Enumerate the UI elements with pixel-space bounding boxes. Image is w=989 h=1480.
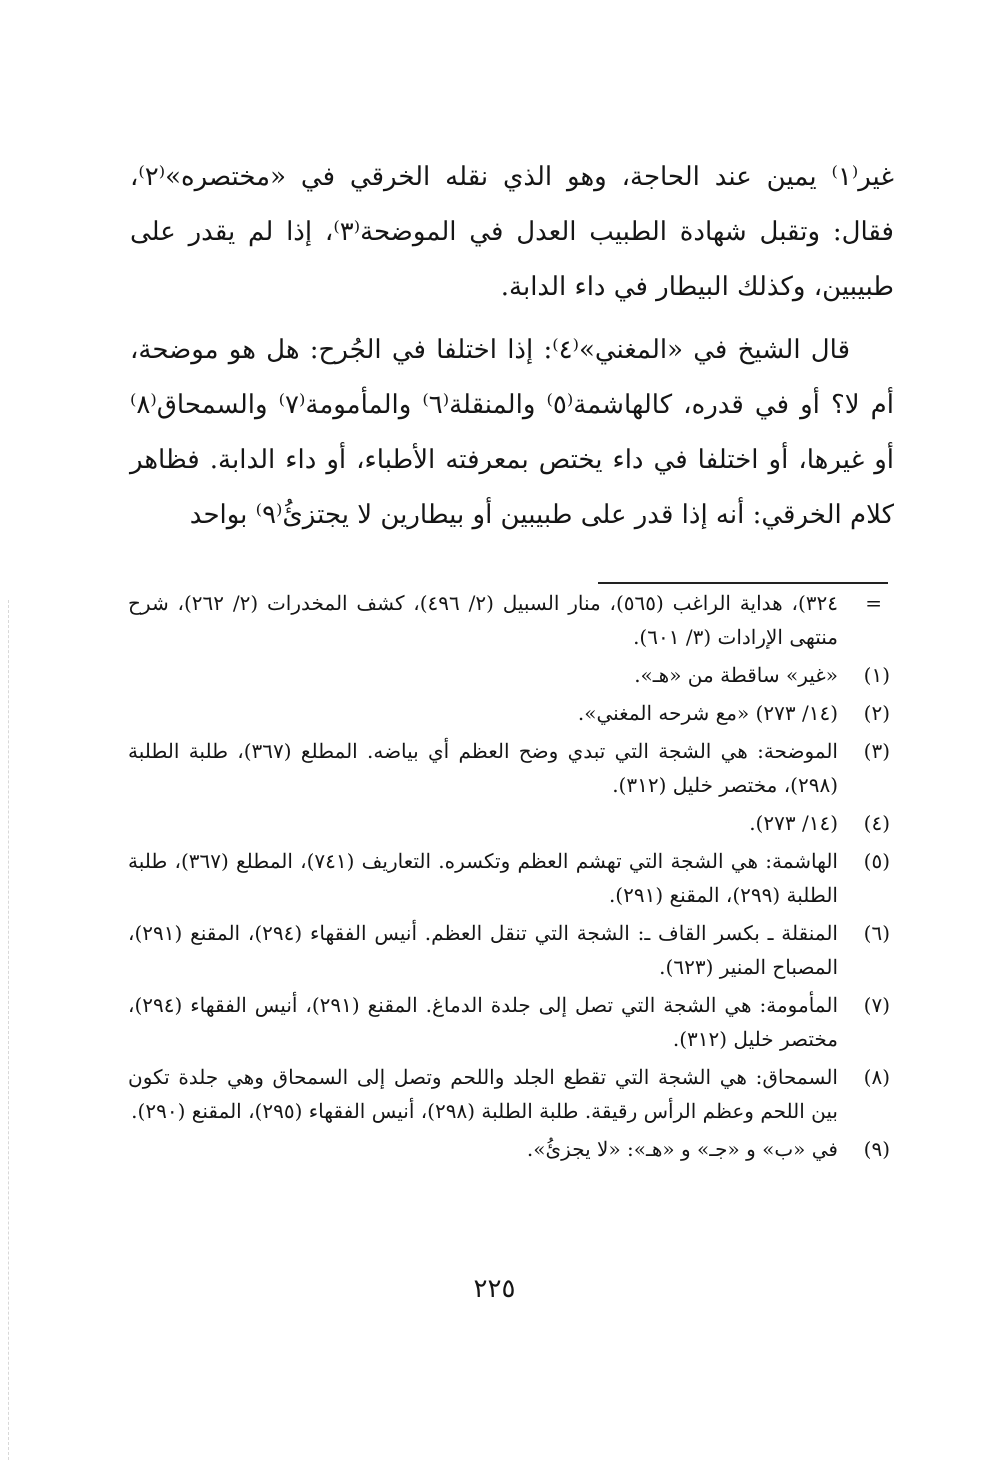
footnote-text: الهاشمة: هي الشجة التي تهشم العظم وتكسره. التعاريف (٧٤١)، المطلع (٣٦٧)، طلبة الطلبة (٢٩٩)، المقنع (٢٩١). <box>128 849 838 907</box>
footnote-3 <box>128 734 890 802</box>
footnote-number: (٤) <box>863 811 890 835</box>
footnote-number: (١) <box>863 663 890 687</box>
main-text <box>130 150 894 543</box>
footnote-7 <box>128 988 890 1056</box>
footnote-number: (٨) <box>863 1065 890 1089</box>
footnote-text: ٣٢٤)، هداية الراغب (٥٦٥)، منار السبيل (٢/ ٤٩٦)، كشف المخدرات (٢/ ٢٦٢)، شرح منتهى الإرادات (٣/ ٦٠١). <box>128 591 838 649</box>
main-paragraph-1: غير⁽١⁾ يمين عند الحاجة، وهو الذي نقله الخرقي في «مختصره»⁽٢⁾، فقال: وتقبل شهادة الطبيب العدل في الموضحة⁽٣⁾، إذا لم يقدر على طبيبين، وكذلك البيطار في داء الدابة. <box>130 162 894 302</box>
page-number: ٢٢٥ <box>473 1274 516 1304</box>
footnote-text: السمحاق: هي الشجة التي تقطع الجلد واللحم وتصل إلى السمحاق وهي جلدة تكون بين اللحم وعظم الرأس رقيقة. طلبة الطلبة (٢٩٨)، أنيس الفقهاء (٢٩٥)، المقنع (٢٩٠). <box>128 1065 838 1123</box>
footnote-6 <box>128 916 890 984</box>
footnote-number: (٢) <box>863 701 890 725</box>
footnote-text: (١٤/ ٢٧٣). <box>749 811 838 835</box>
footnote-text: في «ب» و «جـ» و «هـ»: «لا يجزئُ». <box>526 1137 838 1161</box>
footnote-number: (٦) <box>863 921 890 945</box>
footnote-text: (١٤/ ٢٧٣) «مع شرحه المغني». <box>577 701 838 725</box>
footnote-1 <box>128 658 890 692</box>
footnote-9 <box>128 1132 890 1166</box>
main-paragraph-2: قال الشيخ في «المغني»⁽٤⁾: إذا اختلفا في الجُرح: هل هو موضحة، أم لا؟ أو في قدره، كالهاشمة⁽٥⁾ والمنقلة⁽٦⁾ والمأمومة⁽٧⁾ والسمحاق⁽٨⁾ أو غيرها، أو اختلفا في داء يختص بمعرفته الأطباء، أو داء الدابة. فظاهر كلام الخرقي: أنه إذا قدر على طبيبين أو بيطارين لا يجتزئُ⁽٩⁾ بواحد <box>130 335 894 530</box>
footnote-8 <box>128 1060 890 1128</box>
footnote-number: (٩) <box>863 1137 890 1161</box>
footnote-text: المنقلة ـ بكسر القاف ـ: الشجة التي تنقل العظم. أنيس الفقهاء (٢٩٤)، المقنع (٢٩١)، المصباح المنير (٦٢٣). <box>128 921 838 979</box>
footnote-number: (٧) <box>863 993 890 1017</box>
footnote-marker: = <box>865 591 882 615</box>
footnote-divider <box>598 582 888 584</box>
footnote-4 <box>128 806 890 840</box>
footnote-text: المأمومة: هي الشجة التي تصل إلى جلدة الدماغ. المقنع (٢٩١)، أنيس الفقهاء (٢٩٤)، مختصر خليل (٣١٢). <box>128 993 838 1051</box>
scan-margin-line <box>8 600 9 1460</box>
footnote-number: (٣) <box>863 739 890 763</box>
footnote-5 <box>128 844 890 912</box>
footnote-text: الموضحة: هي الشجة التي تبدي وضح العظم أي بياضه. المطلع (٣٦٧)، طلبة الطلبة (٢٩٨)، مختصر خليل (٣١٢). <box>128 739 838 797</box>
footnote-number: (٥) <box>863 849 890 873</box>
footnote-continuation <box>128 586 890 654</box>
footnotes-section <box>128 586 890 1170</box>
footnote-text: «غير» ساقطة من «هـ». <box>634 663 838 687</box>
footnote-2 <box>128 696 890 730</box>
